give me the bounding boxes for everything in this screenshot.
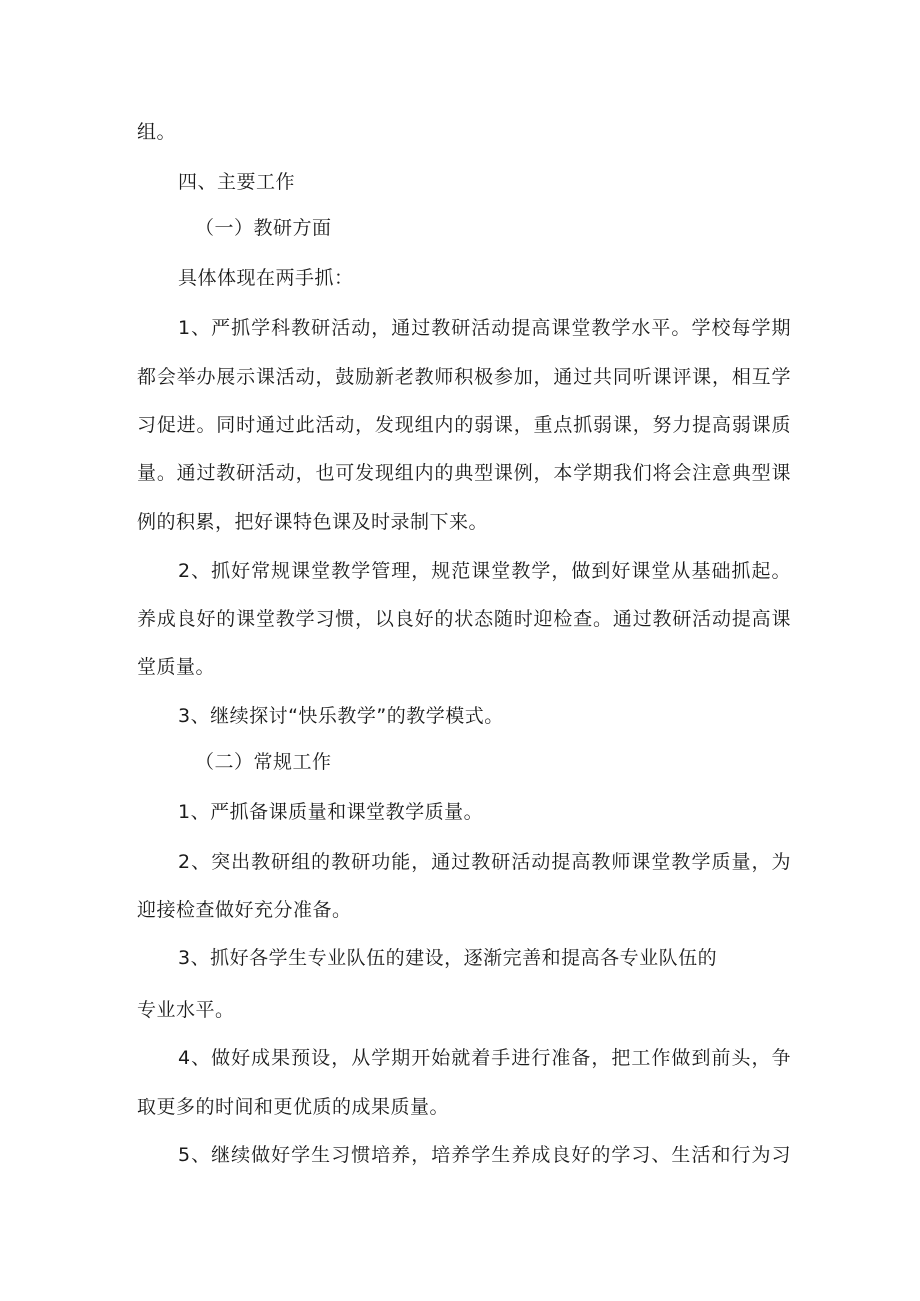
paragraph-line: 3、继续探讨“快乐教学”的教学模式。 [178, 705, 504, 727]
subsection-heading: （一）教研方面 [195, 217, 332, 239]
paragraph-line: 例的积累，把好课特色课及时录制下来。 [137, 511, 489, 533]
subsection-heading: （二）常规工作 [195, 751, 332, 773]
paragraph-line: 养成良好的课堂教学习惯，以良好的状态随时迎检查。通过教研活动提高课 [137, 608, 791, 630]
paragraph-line: 5、继续做好学生习惯培养，培养学生养成良好的学习、生活和行为习 [178, 1144, 791, 1166]
paragraph-line: 1、严抓备课质量和课堂教学质量。 [178, 801, 484, 823]
section-heading: 四、主要工作 [178, 171, 296, 193]
paragraph-line: 专业水平。 [137, 999, 235, 1021]
paragraph-line: 2、抓好常规课堂教学管理，规范课堂教学，做到好课堂从基础抓起。 [178, 560, 791, 582]
paragraph-line: 习促进。同时通过此活动，发现组内的弱课，重点抓弱课，努力提高弱课质 [137, 414, 791, 436]
paragraph-line: 1、严抓学科教研活动，通过教研活动提高课堂教学水平。学校每学期 [178, 317, 791, 339]
paragraph-line: 组。 [137, 121, 177, 143]
paragraph-line: 堂质量。 [137, 656, 216, 678]
paragraph-line: 具体体现在两手抓： [178, 267, 354, 289]
paragraph-line: 3、抓好各学生专业队伍的建设，逐渐完善和提高各专业队伍的 [178, 947, 718, 969]
paragraph-line: 量。通过教研活动，也可发现组内的典型课例，本学期我们将会注意典型课 [137, 462, 791, 484]
paragraph-line: 取更多的时间和更优质的成果质量。 [137, 1096, 450, 1118]
paragraph-line: 都会举办展示课活动，鼓励新老教师积极参加，通过共同听课评课，相互学 [137, 366, 791, 388]
paragraph-line: 4、做好成果预设，从学期开始就着手进行准备，把工作做到前头，争 [178, 1047, 791, 1069]
paragraph-line: 2、突出教研组的教研功能，通过教研活动提高教师课堂教学质量，为 [178, 851, 791, 873]
paragraph-line: 迎接检查做好充分准备。 [137, 899, 352, 921]
